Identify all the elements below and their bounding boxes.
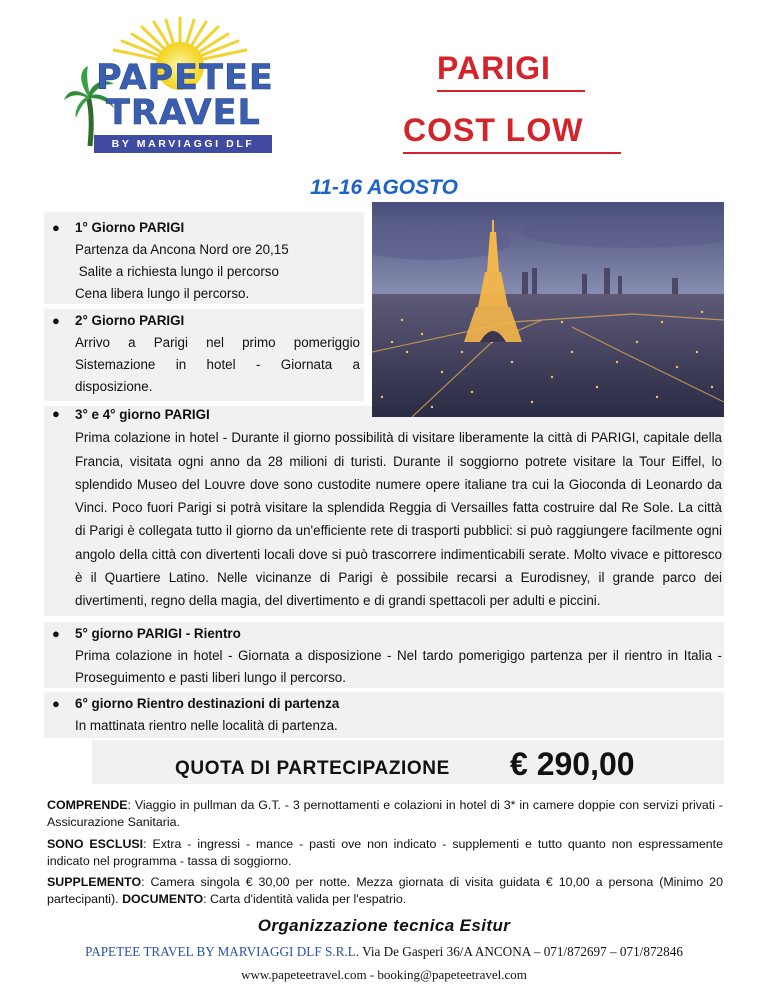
day-2-line: Arrivo a Parigi nel primo pomeriggio xyxy=(75,335,360,350)
day-3-4-title: 3° e 4° giorno PARIGI xyxy=(75,407,210,422)
footer-address-text: . Via De Gasperi 36/A ANCONA – 071/872697 – 071/872846 xyxy=(355,944,683,959)
day-1-line: Cena libera lungo il percorso. xyxy=(75,286,250,301)
day-2 xyxy=(75,310,360,398)
logo-word-papetee: PAPETEE xyxy=(96,58,274,98)
subtitle-underline xyxy=(403,152,621,154)
includes-text: : Viaggio in pullman da G.T. - 3 pernottamenti e colazioni in hotel di 3* in camere doppie con servizi privati - Assicurazione Sanitaria. xyxy=(47,798,723,829)
travel-dates: 11-16 AGOSTO xyxy=(310,176,458,199)
price-value: € 290,00 xyxy=(510,746,635,782)
title-underline xyxy=(437,90,585,92)
day-1-line: Partenza da Ancona Nord ore 20,15 xyxy=(75,242,289,257)
document-text: : Carta d'identità valida per l'espatrio. xyxy=(203,892,407,906)
bullet-icon: ● xyxy=(52,626,60,641)
day-1-line: Salite a richiesta lungo il percorso xyxy=(75,264,279,279)
day-6-text: In mattinata rientro nelle località di partenza. xyxy=(75,718,338,733)
day-1-title: 1° Giorno PARIGI xyxy=(75,220,185,235)
price-label: QUOTA DI PARTECIPAZIONE xyxy=(175,758,450,779)
paris-photo xyxy=(372,202,724,417)
footer-address xyxy=(0,944,768,960)
supplement-note xyxy=(47,874,723,908)
excludes-label: SONO ESCLUSI xyxy=(47,837,144,851)
excludes-note xyxy=(47,836,723,870)
footer-company: PAPETEE TRAVEL BY MARVIAGGI DLF S.R.L xyxy=(85,944,356,959)
bullet-icon: ● xyxy=(52,313,60,328)
includes-note xyxy=(47,797,723,831)
day-2-line: disposizione. xyxy=(75,379,153,394)
day-5 xyxy=(75,623,722,689)
day-3-4 xyxy=(75,403,722,613)
supplement-label: SUPPLEMENTO xyxy=(47,875,142,889)
bullet-icon: ● xyxy=(52,220,60,235)
papetee-travel-logo xyxy=(62,14,277,164)
includes-label: COMPRENDE xyxy=(47,798,128,812)
page-title: PARIGI xyxy=(437,50,551,86)
supplement-text: : Camera singola € 30,00 per notte. Mezza giornata di visita guidata € 10,00 a persona (Minimo 20 partecipanti). xyxy=(47,875,723,906)
logo-word-travel: TRAVEL xyxy=(106,93,261,133)
bullet-icon: ● xyxy=(52,406,60,421)
footer-contacts[interactable]: www.papeteetravel.com - booking@papeteetravel.com xyxy=(241,967,527,982)
page-subtitle: COST LOW xyxy=(403,112,584,148)
day-1 xyxy=(75,217,360,305)
day-6 xyxy=(75,693,722,737)
day-5-title: 5° giorno PARIGI - Rientro xyxy=(75,626,241,641)
day-5-text: Prima colazione in hotel - Giornata a disposizione - Nel tardo pomerigigo partenza per il rientro in Italia - Proseguimento e pasti liberi lungo il percorso. xyxy=(75,648,722,685)
logo-subtitle: BY MARVIAGGI DLF xyxy=(94,135,272,153)
day-3-4-text: Prima colazione in hotel - Durante il giorno possibilità di visitare liberamente la città di PARIGI, capitale della Francia, visitata ogni anno da 28 milioni di turisti. Durante il soggiorno potrete visitare la Tour Eiffel, lo splendido Museo del Louvre dove sono custodite numere opere italiane tra cui la Gioconda di Leonardo da Vinci. Poco fuori Parigi si potrà visitare la splendida Reggia di Versailles fatta costruire dal Re Sole. La città di Parigi è collegata tutto il giorno da un'efficiente rete di trasporti pubblici: si può raggiungere facilmente ogni angolo della città con divertenti locali dove si può trascorrere indimenticabili serate. Molto vivace e pittoresco è il Quartiere Latino. Nelle vicinanze di Parigi è possibile recarsi a Eurodisney, il grande parco dei divertimenti, regno della magia, del divertimento e di grandi spettacoli per adulti e piccini. xyxy=(75,430,722,609)
day-2-title: 2° Giorno PARIGI xyxy=(75,313,185,328)
organizer: Organizzazione tecnica Esitur xyxy=(257,916,511,935)
bullet-icon: ● xyxy=(52,696,60,711)
day-6-title: 6° giorno Rientro destinazioni di partenza xyxy=(75,696,340,711)
day-2-line: Sistemazione in hotel - Giornata a xyxy=(75,357,360,372)
document-label: DOCUMENTO xyxy=(122,892,204,906)
excludes-text: : Extra - ingressi - mance - pasti ove non indicato - supplementi e tutto quanto non espressamente indicato nel programma - tassa di soggiorno. xyxy=(47,837,723,868)
